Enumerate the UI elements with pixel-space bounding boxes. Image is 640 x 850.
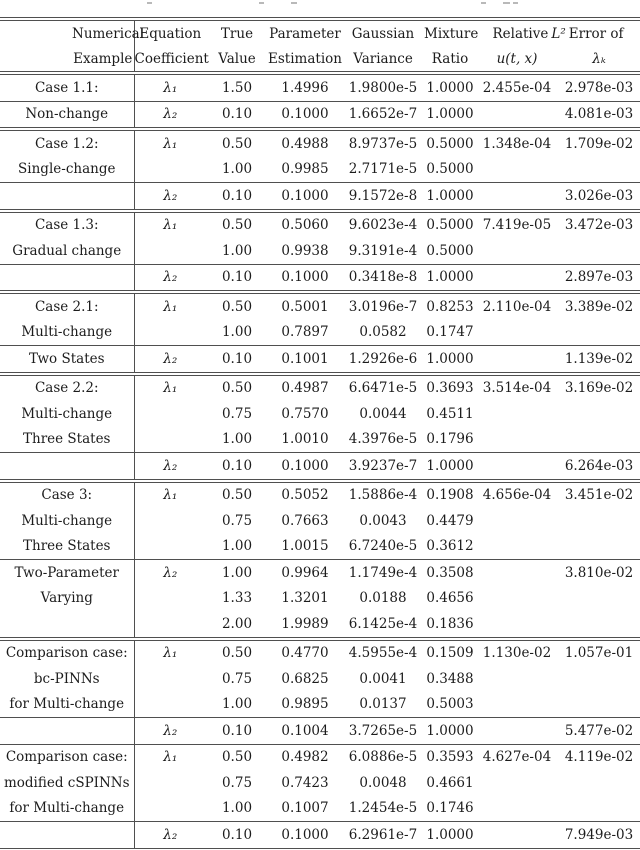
header-gaussian-variance-line2: Variance	[342, 46, 424, 73]
caption-remnant	[513, 2, 518, 4]
cell-error-lambda	[558, 508, 640, 534]
cell-mixture-ratio: 1.0000	[424, 822, 476, 850]
cell-mixture-ratio: 0.4511	[426, 405, 474, 422]
cell-error-u	[476, 586, 558, 612]
cell-parameter-estimation: 0.5001	[268, 292, 342, 320]
cell-error-u	[476, 401, 558, 427]
cell-parameter-estimation: 1.3201	[281, 590, 329, 607]
results-table	[0, 17, 640, 850]
table-row	[0, 211, 640, 239]
cell-true-value: 0.75	[221, 774, 253, 791]
cell-parameter-estimation: 1.0015	[281, 538, 329, 555]
cell-gaussian-variance: 0.3418e-8	[342, 264, 424, 292]
cell-error-lambda	[558, 427, 640, 453]
cell-error-u	[476, 238, 558, 264]
cell-numerical-example: Comparison case:	[0, 744, 134, 770]
cell-gaussian-variance: 0.0044	[359, 405, 407, 422]
caption-remnant	[259, 2, 264, 4]
cell-true-value: 0.75	[221, 405, 253, 422]
cell-equation-coefficient	[134, 796, 206, 822]
table-row	[0, 320, 640, 346]
header-true-value-line2: Value	[206, 46, 268, 73]
cell-mixture-ratio: 0.1908	[424, 481, 476, 509]
cell-error-lambda: 1.057e-01	[558, 639, 640, 667]
cell-equation-coefficient: λ₂	[134, 183, 206, 211]
cell-error-lambda: 2.897e-03	[558, 264, 640, 292]
cell-mixture-ratio: 0.1747	[426, 324, 474, 341]
cell-error-u	[476, 611, 558, 639]
table-row	[0, 346, 640, 374]
cell-error-u	[476, 534, 558, 560]
cell-numerical-example: Case 1.1:	[0, 73, 134, 101]
header-parameter-estimation: Parameter	[269, 25, 341, 42]
cell-equation-coefficient: λ₁	[134, 639, 206, 667]
cell-true-value: 1.00	[206, 560, 268, 586]
cell-equation-coefficient: λ₁	[134, 374, 206, 402]
cell-numerical-example	[0, 453, 134, 481]
cell-error-u: 3.514e-04	[476, 374, 558, 402]
cell-parameter-estimation: 0.5052	[268, 481, 342, 509]
cell-true-value: 0.10	[206, 453, 268, 481]
cell-error-u	[476, 718, 558, 745]
cell-error-u	[476, 822, 558, 850]
cell-parameter-estimation: 0.7897	[281, 324, 329, 341]
cell-true-value: 1.00	[221, 696, 253, 713]
cell-equation-coefficient	[134, 401, 206, 427]
cell-parameter-estimation: 0.4988	[268, 129, 342, 157]
cell-gaussian-variance: 6.0886e-5	[342, 744, 424, 770]
table-row	[0, 718, 640, 745]
cell-equation-coefficient: λ₂	[134, 346, 206, 374]
cell-error-u	[476, 796, 558, 822]
header-error-u: u(t, x)	[476, 46, 558, 73]
header-numerical-example-line2: Example	[0, 46, 134, 73]
cell-numerical-example: Case 3:	[0, 481, 134, 509]
cell-true-value: 1.00	[221, 800, 253, 817]
cell-parameter-estimation: 0.9938	[281, 242, 329, 259]
cell-error-lambda	[558, 611, 640, 639]
cell-numerical-example: modified cSPINNs	[0, 770, 134, 796]
cell-mixture-ratio: 0.3612	[426, 538, 474, 555]
cell-error-lambda: 6.264e-03	[558, 453, 640, 481]
cell-numerical-example: Two States	[0, 346, 134, 374]
cell-equation-coefficient: λ₁	[134, 744, 206, 770]
cell-mixture-ratio: 1.0000	[424, 453, 476, 481]
cell-equation-coefficient	[134, 320, 206, 346]
cell-equation-coefficient	[134, 770, 206, 796]
cell-error-lambda	[558, 692, 640, 718]
cell-mixture-ratio: 0.5003	[426, 696, 474, 713]
cell-parameter-estimation: 1.4996	[281, 79, 329, 96]
cell-numerical-example	[0, 611, 134, 639]
cell-error-lambda: 4.119e-02	[558, 744, 640, 770]
cell-error-u: 4.627e-04	[476, 744, 558, 770]
cell-equation-coefficient: λ₂	[134, 560, 206, 586]
cell-parameter-estimation: 0.1000	[268, 183, 342, 211]
table-row	[0, 796, 640, 822]
cell-numerical-example: Single-change	[0, 157, 134, 183]
cell-equation-coefficient	[134, 692, 206, 718]
cell-gaussian-variance: 4.3976e-5	[348, 431, 418, 448]
cell-gaussian-variance: 0.0043	[359, 512, 407, 529]
cell-parameter-estimation: 0.1001	[268, 346, 342, 374]
cell-true-value: 1.00	[221, 242, 253, 259]
cell-gaussian-variance: 9.3191e-4	[348, 242, 418, 259]
cell-parameter-estimation: 0.1000	[268, 264, 342, 292]
cell-true-value: 1.33	[221, 590, 253, 607]
cell-true-value: 0.10	[206, 183, 268, 211]
relative-error-prefix: Relative	[492, 25, 549, 42]
cell-mixture-ratio: 1.0000	[426, 79, 474, 96]
cell-gaussian-variance: 6.7240e-5	[348, 538, 418, 555]
cell-error-lambda: 3.169e-02	[558, 374, 640, 402]
cell-error-u	[476, 346, 558, 374]
cell-mixture-ratio: 0.3488	[426, 670, 474, 687]
cell-parameter-estimation: 0.5060	[268, 211, 342, 239]
cell-equation-coefficient	[134, 238, 206, 264]
cell-equation-coefficient: λ₂	[134, 453, 206, 481]
cell-error-u: 2.110e-04	[476, 292, 558, 320]
relative-error-suffix: Error of	[568, 25, 624, 42]
cell-error-lambda	[558, 238, 640, 264]
cell-true-value: 0.10	[206, 346, 268, 374]
cell-numerical-example: Comparison case:	[0, 639, 134, 667]
cell-error-u	[476, 560, 558, 586]
cell-true-value: 0.50	[206, 211, 268, 239]
cell-true-value: 1.00	[221, 431, 253, 448]
header-mixture-ratio-line2: Ratio	[424, 46, 476, 73]
table-row	[0, 238, 640, 264]
cell-true-value: 0.50	[206, 639, 268, 667]
cell-numerical-example: bc-PINNs	[0, 666, 134, 692]
cell-equation-coefficient	[134, 666, 206, 692]
cell-mixture-ratio: 0.5000	[426, 242, 474, 259]
cell-error-lambda: 3.026e-03	[558, 183, 640, 211]
cell-numerical-example: Varying	[0, 586, 134, 612]
cell-numerical-example: Multi-change	[0, 320, 134, 346]
table-row	[0, 744, 640, 770]
cell-error-lambda: 1.709e-02	[558, 129, 640, 157]
cell-mixture-ratio: 0.1796	[426, 431, 474, 448]
cell-gaussian-variance: 1.2926e-6	[342, 346, 424, 374]
cell-parameter-estimation: 0.4770	[268, 639, 342, 667]
caption-remnant	[147, 2, 152, 4]
cell-true-value: 0.75	[221, 670, 253, 687]
cell-mixture-ratio: 0.1509	[424, 639, 476, 667]
cell-numerical-example: for Multi-change	[0, 796, 134, 822]
cell-error-u	[476, 770, 558, 796]
cell-equation-coefficient: λ₂	[134, 101, 206, 129]
cell-true-value: 0.10	[206, 718, 268, 745]
table-row	[0, 129, 640, 157]
table-row	[0, 770, 640, 796]
table-row	[0, 639, 640, 667]
cell-numerical-example	[0, 183, 134, 211]
cell-error-lambda: 3.451e-02	[558, 481, 640, 509]
cell-gaussian-variance: 2.7171e-5	[348, 161, 418, 178]
cell-error-u	[476, 320, 558, 346]
cell-error-lambda: 7.949e-03	[558, 822, 640, 850]
cell-equation-coefficient: λ₁	[163, 79, 178, 96]
cell-gaussian-variance: 0.0048	[359, 774, 407, 791]
cell-error-lambda	[558, 796, 640, 822]
header-parameter-estimation-line2: Estimation	[268, 46, 342, 73]
table-row	[0, 157, 640, 183]
table-row	[0, 666, 640, 692]
cell-error-u	[476, 692, 558, 718]
table-row	[0, 292, 640, 320]
cell-mixture-ratio: 0.3508	[424, 560, 476, 586]
cell-gaussian-variance: 1.6652e-7	[342, 101, 424, 129]
cell-error-lambda	[558, 401, 640, 427]
cell-true-value: 1.00	[221, 538, 253, 555]
table-row	[0, 101, 640, 129]
cell-mixture-ratio: 0.5000	[424, 211, 476, 239]
cell-gaussian-variance: 0.0137	[359, 696, 407, 713]
cell-mixture-ratio: 0.8253	[424, 292, 476, 320]
cell-true-value: 0.10	[206, 101, 268, 129]
cell-numerical-example: Case 2.2:	[0, 374, 134, 402]
cell-mixture-ratio: 0.1836	[426, 615, 474, 632]
cell-parameter-estimation: 1.9989	[281, 615, 329, 632]
cell-error-lambda	[558, 770, 640, 796]
cell-numerical-example: for Multi-change	[0, 692, 134, 718]
table-row	[0, 427, 640, 453]
cell-true-value: 2.00	[221, 615, 253, 632]
cell-numerical-example	[0, 822, 134, 850]
cell-error-lambda: 4.081e-03	[558, 101, 640, 129]
header-equation-coefficient-line2: Coefficient	[134, 46, 206, 73]
cell-equation-coefficient	[134, 508, 206, 534]
cell-error-u	[476, 508, 558, 534]
cell-mixture-ratio: 0.4661	[426, 774, 474, 791]
table-row	[0, 73, 640, 101]
cell-equation-coefficient	[134, 427, 206, 453]
cell-error-u: 4.656e-04	[476, 481, 558, 509]
cell-numerical-example: Case 1.3:	[0, 211, 134, 239]
cell-parameter-estimation: 0.9895	[281, 696, 329, 713]
cell-numerical-example: Gradual change	[0, 238, 134, 264]
table-row	[0, 374, 640, 402]
cell-parameter-estimation: 0.6825	[281, 670, 329, 687]
cell-error-lambda: 3.472e-03	[558, 211, 640, 239]
cell-true-value: 0.10	[206, 822, 268, 850]
cell-true-value: 0.50	[206, 481, 268, 509]
cell-equation-coefficient: λ₁	[134, 129, 206, 157]
header-mixture-ratio: Mixture	[424, 25, 479, 42]
table-row	[0, 508, 640, 534]
cell-gaussian-variance: 4.5955e-4	[342, 639, 424, 667]
cell-error-u	[476, 101, 558, 129]
cell-parameter-estimation: 0.7423	[281, 774, 329, 791]
cell-true-value: 1.00	[221, 324, 253, 341]
cell-error-lambda: 1.139e-02	[558, 346, 640, 374]
header-relative-l2-error	[476, 19, 640, 46]
l2-symbol: L²	[551, 25, 566, 42]
cell-true-value: 1.00	[221, 161, 253, 178]
cell-error-u	[476, 264, 558, 292]
cell-gaussian-variance: 1.9800e-5	[348, 79, 418, 96]
cell-mixture-ratio: 1.0000	[424, 346, 476, 374]
cell-true-value: 0.50	[206, 129, 268, 157]
cell-gaussian-variance: 1.1749e-4	[342, 560, 424, 586]
cell-mixture-ratio: 1.0000	[424, 101, 476, 129]
table-row	[0, 822, 640, 850]
cell-error-lambda	[558, 586, 640, 612]
cell-error-u	[476, 427, 558, 453]
cell-error-lambda	[558, 534, 640, 560]
cell-true-value: 0.50	[206, 292, 268, 320]
header-row-2	[0, 46, 640, 73]
table-row	[0, 453, 640, 481]
cell-error-u	[476, 666, 558, 692]
header-row-1	[0, 19, 640, 46]
header-true-value: True	[220, 25, 254, 42]
caption-remnant	[503, 2, 510, 4]
cell-equation-coefficient: λ₁	[134, 292, 206, 320]
cell-parameter-estimation: 0.7663	[281, 512, 329, 529]
cell-numerical-example: Case 1.2:	[0, 129, 134, 157]
cell-gaussian-variance: 6.1425e-4	[348, 615, 418, 632]
cell-mixture-ratio: 0.4656	[426, 590, 474, 607]
cell-error-u	[476, 157, 558, 183]
table-row	[0, 560, 640, 586]
cell-gaussian-variance: 9.1572e-8	[342, 183, 424, 211]
cell-parameter-estimation: 0.4987	[268, 374, 342, 402]
cell-equation-coefficient	[134, 534, 206, 560]
cell-parameter-estimation: 0.7570	[281, 405, 329, 422]
cell-numerical-example	[0, 264, 134, 292]
table-row	[0, 401, 640, 427]
cell-numerical-example: Three States	[0, 534, 134, 560]
cell-parameter-estimation: 1.0010	[281, 431, 329, 448]
table-row	[0, 481, 640, 509]
cell-parameter-estimation: 0.4982	[268, 744, 342, 770]
cell-numerical-example	[0, 718, 134, 745]
cell-error-lambda	[558, 666, 640, 692]
cell-error-u	[476, 183, 558, 211]
cell-numerical-example: Two-Parameter	[0, 560, 134, 586]
cell-true-value: 1.50	[221, 79, 253, 96]
cell-error-lambda: 2.978e-03	[564, 79, 634, 96]
cell-error-lambda	[558, 320, 640, 346]
cell-equation-coefficient: λ₁	[134, 481, 206, 509]
cell-equation-coefficient: λ₁	[134, 211, 206, 239]
cell-gaussian-variance: 1.5886e-4	[342, 481, 424, 509]
cell-equation-coefficient: λ₂	[134, 264, 206, 292]
cell-mixture-ratio: 1.0000	[424, 264, 476, 292]
cell-gaussian-variance: 3.7265e-5	[342, 718, 424, 745]
cell-error-lambda: 3.389e-02	[558, 292, 640, 320]
cell-mixture-ratio: 1.0000	[424, 718, 476, 745]
cell-error-u	[476, 453, 558, 481]
cell-error-lambda: 5.477e-02	[558, 718, 640, 745]
cell-gaussian-variance: 3.9237e-7	[342, 453, 424, 481]
cell-true-value: 0.75	[221, 512, 253, 529]
cell-parameter-estimation: 0.9985	[281, 161, 329, 178]
table-row	[0, 264, 640, 292]
caption-remnant	[291, 2, 297, 4]
table-row	[0, 183, 640, 211]
cell-error-u: 2.455e-04	[482, 79, 552, 96]
cell-mixture-ratio: 0.5000	[424, 129, 476, 157]
cell-error-u: 1.130e-02	[476, 639, 558, 667]
cell-numerical-example: Multi-change	[0, 401, 134, 427]
table-row	[0, 586, 640, 612]
table-body	[0, 73, 640, 850]
cell-mixture-ratio: 0.3693	[424, 374, 476, 402]
header-equation-coefficient: Equation	[139, 25, 202, 42]
cell-gaussian-variance: 6.2961e-7	[342, 822, 424, 850]
cell-mixture-ratio: 0.3593	[424, 744, 476, 770]
cell-equation-coefficient	[134, 611, 206, 639]
cell-numerical-example: Non-change	[0, 101, 134, 129]
cell-true-value: 0.50	[206, 744, 268, 770]
header-numerical-example: Numerical	[0, 19, 134, 46]
header-error-lambda-k: λₖ	[558, 46, 640, 73]
cell-gaussian-variance: 9.6023e-4	[342, 211, 424, 239]
cell-error-u: 1.348e-04	[476, 129, 558, 157]
table-row	[0, 534, 640, 560]
cell-gaussian-variance: 0.0582	[359, 324, 407, 341]
cell-equation-coefficient: λ₂	[134, 822, 206, 850]
cell-parameter-estimation: 0.9964	[268, 560, 342, 586]
cell-equation-coefficient	[134, 157, 206, 183]
cell-mixture-ratio: 1.0000	[424, 183, 476, 211]
cell-numerical-example: Case 2.1:	[0, 292, 134, 320]
cell-gaussian-variance: 3.0196e-7	[342, 292, 424, 320]
cell-gaussian-variance: 0.0041	[359, 670, 407, 687]
cell-parameter-estimation: 0.1007	[281, 800, 329, 817]
cell-parameter-estimation: 0.1000	[268, 101, 342, 129]
cell-gaussian-variance: 0.0188	[359, 590, 407, 607]
cell-numerical-example: Multi-change	[0, 508, 134, 534]
table-row	[0, 611, 640, 639]
header-gaussian-variance: Gaussian	[351, 25, 415, 42]
cell-mixture-ratio: 0.4479	[426, 512, 474, 529]
cell-error-lambda: 3.810e-02	[558, 560, 640, 586]
cell-true-value: 0.50	[206, 374, 268, 402]
cell-mixture-ratio: 0.5000	[426, 161, 474, 178]
caption-remnant	[481, 2, 486, 4]
cell-gaussian-variance: 8.9737e-5	[342, 129, 424, 157]
cell-numerical-example: Three States	[0, 427, 134, 453]
cell-gaussian-variance: 6.6471e-5	[342, 374, 424, 402]
cell-mixture-ratio: 0.1746	[426, 800, 474, 817]
cell-error-lambda	[558, 157, 640, 183]
cell-true-value: 0.10	[206, 264, 268, 292]
table-header	[0, 19, 640, 73]
cell-gaussian-variance: 1.2454e-5	[348, 800, 418, 817]
cell-error-u: 7.419e-05	[476, 211, 558, 239]
cell-parameter-estimation: 0.1000	[268, 822, 342, 850]
cell-equation-coefficient	[134, 586, 206, 612]
cell-equation-coefficient: λ₂	[134, 718, 206, 745]
cell-parameter-estimation: 0.1004	[268, 718, 342, 745]
cell-parameter-estimation: 0.1000	[268, 453, 342, 481]
table-row	[0, 692, 640, 718]
